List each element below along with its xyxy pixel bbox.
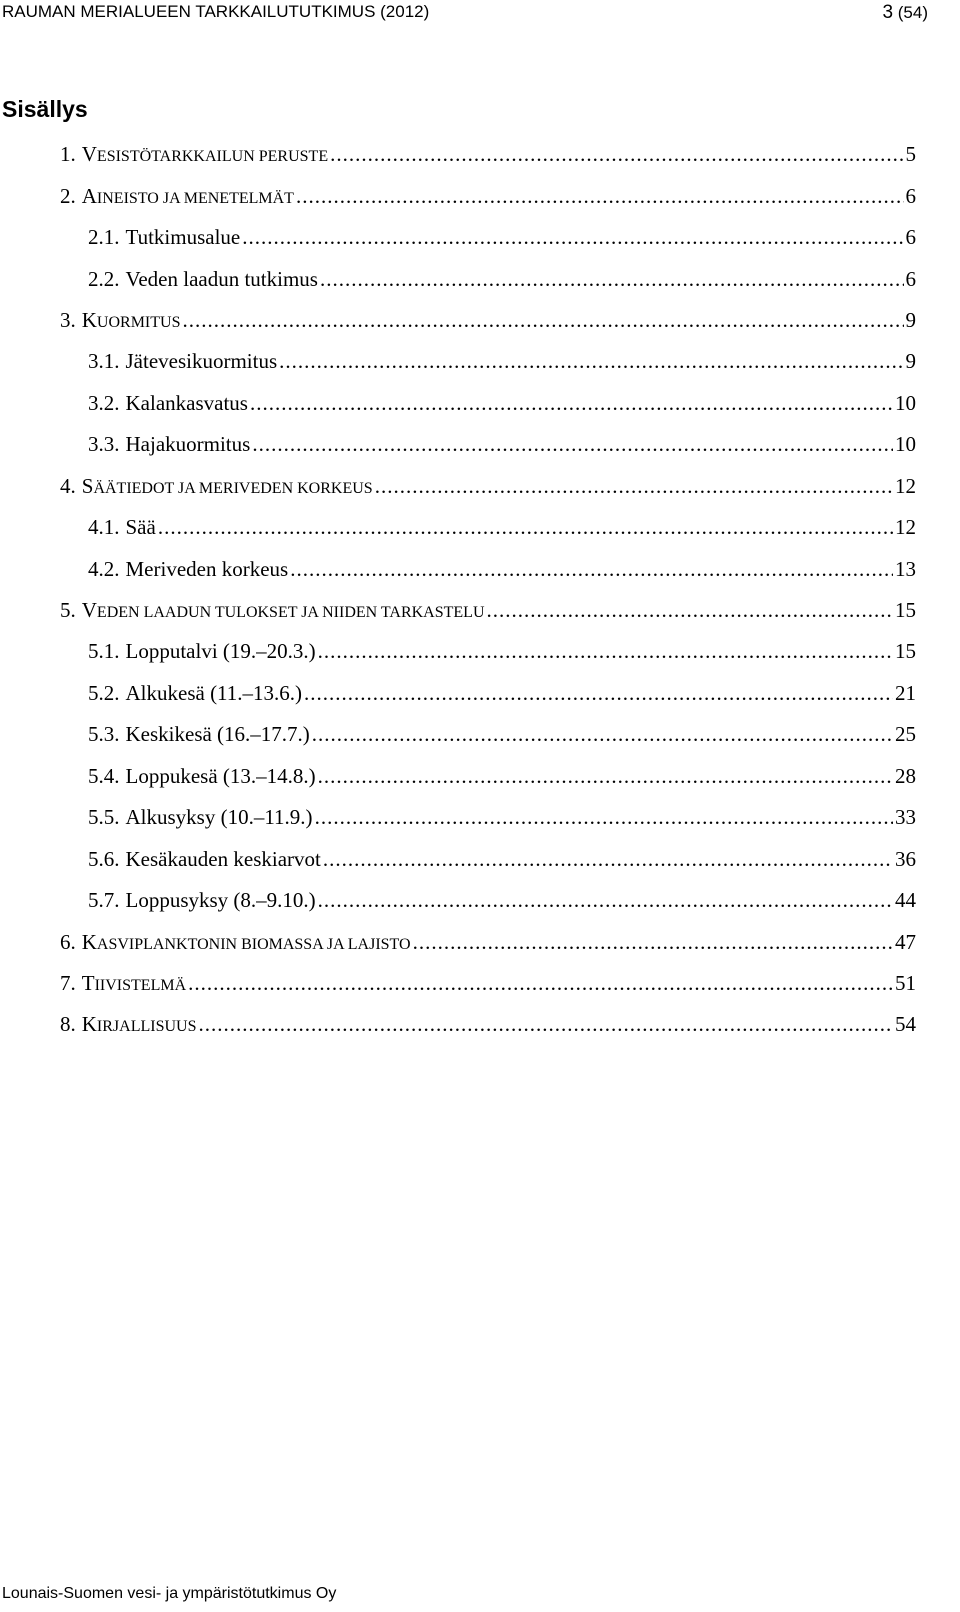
toc-entry-number: 6.	[60, 929, 76, 954]
toc-entry-title: Keskikesä (16.–17.7.)	[125, 722, 310, 747]
toc-entry-title-rest: EDEN LAADUN TULOKSET JA NIIDEN TARKASTELU	[96, 604, 485, 622]
dot-leader	[198, 1012, 893, 1037]
dot-leader	[330, 142, 903, 167]
toc-entry-page: 15	[895, 639, 916, 664]
toc-entry-page: 21	[895, 680, 916, 705]
toc-entry-title-rest: ÄÄTIEDOT JA MERIVEDEN KORKEUS	[93, 479, 373, 497]
toc-entry[interactable]	[0, 383, 960, 424]
toc-entry-title: Alkusyksy (10.–11.9.)	[125, 805, 313, 830]
dot-leader	[318, 639, 893, 664]
dot-leader	[188, 971, 893, 996]
toc-entry[interactable]	[0, 756, 960, 797]
toc-entry-number: 7.	[60, 970, 76, 995]
dot-leader	[413, 930, 893, 955]
toc-entry-page: 54	[895, 1012, 916, 1037]
toc-entry-title	[82, 930, 411, 955]
toc-entry-title-initial: A	[81, 183, 97, 208]
toc-entry-title: Lopputalvi (19.–20.3.)	[125, 639, 316, 664]
toc-entry-title-initial: K	[81, 307, 97, 332]
toc-entry[interactable]	[0, 134, 960, 175]
dot-leader	[320, 267, 904, 292]
dot-leader	[242, 225, 903, 250]
toc-entry-title-initial: T	[81, 970, 95, 995]
toc-entry-title-rest: INEISTO JA MENETELMÄT	[96, 189, 294, 207]
toc-entry-page: 12	[895, 473, 916, 498]
toc-entry-title: Loppukesä (13.–14.8.)	[125, 763, 316, 788]
toc-entry-page: 6	[905, 225, 916, 250]
toc-entry[interactable]	[0, 548, 960, 589]
toc-entry[interactable]	[0, 424, 960, 465]
toc-entry-title-initial: V	[81, 142, 97, 167]
toc-entry-title: Loppusyksy (8.–9.10.)	[125, 888, 316, 913]
toc-entry[interactable]	[0, 963, 960, 1004]
toc-entry-number: 5.	[60, 598, 76, 623]
toc-entry[interactable]	[0, 341, 960, 382]
current-page: 3	[882, 2, 894, 23]
toc-entry-title: Sää	[125, 515, 156, 540]
toc-entry-number: 5.6.	[88, 846, 120, 871]
toc-entry[interactable]	[0, 631, 960, 672]
toc-entry[interactable]	[0, 466, 960, 507]
toc-entry-page: 25	[895, 722, 916, 747]
toc-entry-page: 9	[905, 307, 916, 332]
toc-entry[interactable]	[0, 175, 960, 216]
toc-entry[interactable]	[0, 1004, 960, 1045]
toc-entry-page: 36	[895, 846, 916, 871]
dot-leader	[290, 557, 893, 582]
toc-entry-page: 51	[895, 970, 916, 995]
toc-entry-page: 47	[895, 929, 916, 954]
page-footer: Lounais-Suomen vesi- ja ympäristötutkimus Oy	[2, 1585, 337, 1602]
dot-leader	[279, 349, 903, 374]
toc-entry-number: 2.	[60, 183, 76, 208]
toc-entry-page: 6	[905, 266, 916, 291]
toc-entry-title	[82, 308, 181, 333]
dot-leader	[318, 888, 893, 913]
table-of-contents	[0, 134, 960, 1046]
toc-entry-title-rest: IRJALLISUUS	[96, 1018, 197, 1036]
dot-leader	[318, 764, 893, 789]
toc-entry-title: Kalankasvatus	[125, 390, 248, 415]
toc-entry-title-initial: K	[81, 1012, 97, 1037]
toc-entry-number: 2.1.	[88, 225, 120, 250]
toc-entry-title-initial: V	[81, 598, 97, 623]
toc-entry[interactable]	[0, 217, 960, 258]
toc-entry-number: 3.	[60, 307, 76, 332]
toc-entry-number: 2.2.	[88, 266, 120, 291]
toc-entry-title	[82, 474, 373, 499]
toc-entry[interactable]	[0, 838, 960, 879]
toc-entry-title: Alkukesä (11.–13.6.)	[125, 680, 303, 705]
toc-entry-title-initial: S	[81, 473, 94, 498]
toc-entry-number: 5.1.	[88, 639, 120, 664]
toc-entry-page: 10	[895, 432, 916, 457]
toc-entry-title: Jätevesikuormitus	[125, 349, 278, 374]
toc-entry-number: 5.3.	[88, 722, 120, 747]
toc-entry[interactable]	[0, 590, 960, 631]
dot-leader	[323, 847, 893, 872]
toc-entry-title	[82, 142, 328, 167]
page-header	[2, 2, 928, 26]
toc-entry[interactable]	[0, 880, 960, 921]
dot-leader	[304, 681, 893, 706]
toc-entry-title-rest: ASVIPLANKTONIN BIOMASSA JA LAJISTO	[96, 935, 411, 953]
toc-entry-title	[82, 598, 485, 623]
toc-entry-page: 13	[895, 556, 916, 581]
dot-leader	[182, 308, 903, 333]
dot-leader	[252, 432, 893, 457]
toc-entry-number: 1.	[60, 142, 76, 167]
toc-entry-page: 5	[905, 142, 916, 167]
dot-leader	[250, 391, 893, 416]
toc-entry-title: Veden laadun tutkimus	[125, 266, 318, 291]
dot-leader	[312, 722, 893, 747]
toc-entry[interactable]	[0, 714, 960, 755]
dot-leader	[296, 184, 904, 209]
toc-entry[interactable]	[0, 300, 960, 341]
toc-entry-title-initial: K	[81, 929, 97, 954]
toc-entry-title	[82, 971, 186, 996]
toc-entry-number: 3.1.	[88, 349, 120, 374]
toc-entry-number: 4.1.	[88, 515, 120, 540]
toc-entry-number: 5.7.	[88, 888, 120, 913]
toc-entry-page: 6	[905, 183, 916, 208]
toc-entry-page: 28	[895, 763, 916, 788]
dot-leader	[375, 474, 893, 499]
page-number	[882, 2, 928, 24]
toc-entry-title-rest: IIVISTELMÄ	[94, 976, 187, 994]
toc-entry[interactable]	[0, 797, 960, 838]
toc-entry-number: 3.3.	[88, 432, 120, 457]
toc-entry-number: 3.2.	[88, 390, 120, 415]
toc-entry-page: 44	[895, 888, 916, 913]
toc-heading: Sisällys	[2, 96, 88, 122]
toc-entry-number: 4.	[60, 473, 76, 498]
toc-entry-title: Meriveden korkeus	[125, 556, 289, 581]
toc-entry-page: 9	[905, 349, 916, 374]
toc-entry-title-rest: UORMITUS	[96, 313, 181, 331]
toc-entry-title: Tutkimusalue	[125, 225, 241, 250]
document-title: RAUMAN MERIALUEEN TARKKAILUTUTKIMUS (2012)	[2, 2, 430, 21]
toc-entry-number: 5.2.	[88, 680, 120, 705]
toc-entry[interactable]	[0, 258, 960, 299]
toc-entry-page: 12	[895, 515, 916, 540]
dot-leader	[315, 805, 893, 830]
toc-entry-title	[82, 1012, 197, 1037]
toc-entry-number: 5.5.	[88, 805, 120, 830]
toc-entry-number: 5.4.	[88, 763, 120, 788]
toc-entry[interactable]	[0, 921, 960, 962]
toc-entry-page: 15	[895, 598, 916, 623]
toc-entry[interactable]	[0, 507, 960, 548]
toc-entry-number: 8.	[60, 1012, 76, 1037]
toc-entry-number: 4.2.	[88, 556, 120, 581]
toc-entry[interactable]	[0, 673, 960, 714]
toc-entry-title: Kesäkauden keskiarvot	[125, 846, 321, 871]
total-pages: (54)	[897, 3, 928, 22]
toc-entry-page: 10	[895, 390, 916, 415]
dot-leader	[487, 598, 893, 623]
toc-entry-page: 33	[895, 805, 916, 830]
toc-entry-title-rest: ESISTÖTARKKAILUN PERUSTE	[96, 148, 329, 166]
toc-entry-title	[82, 184, 294, 209]
toc-entry-title: Hajakuormitus	[125, 432, 251, 457]
dot-leader	[158, 515, 893, 540]
